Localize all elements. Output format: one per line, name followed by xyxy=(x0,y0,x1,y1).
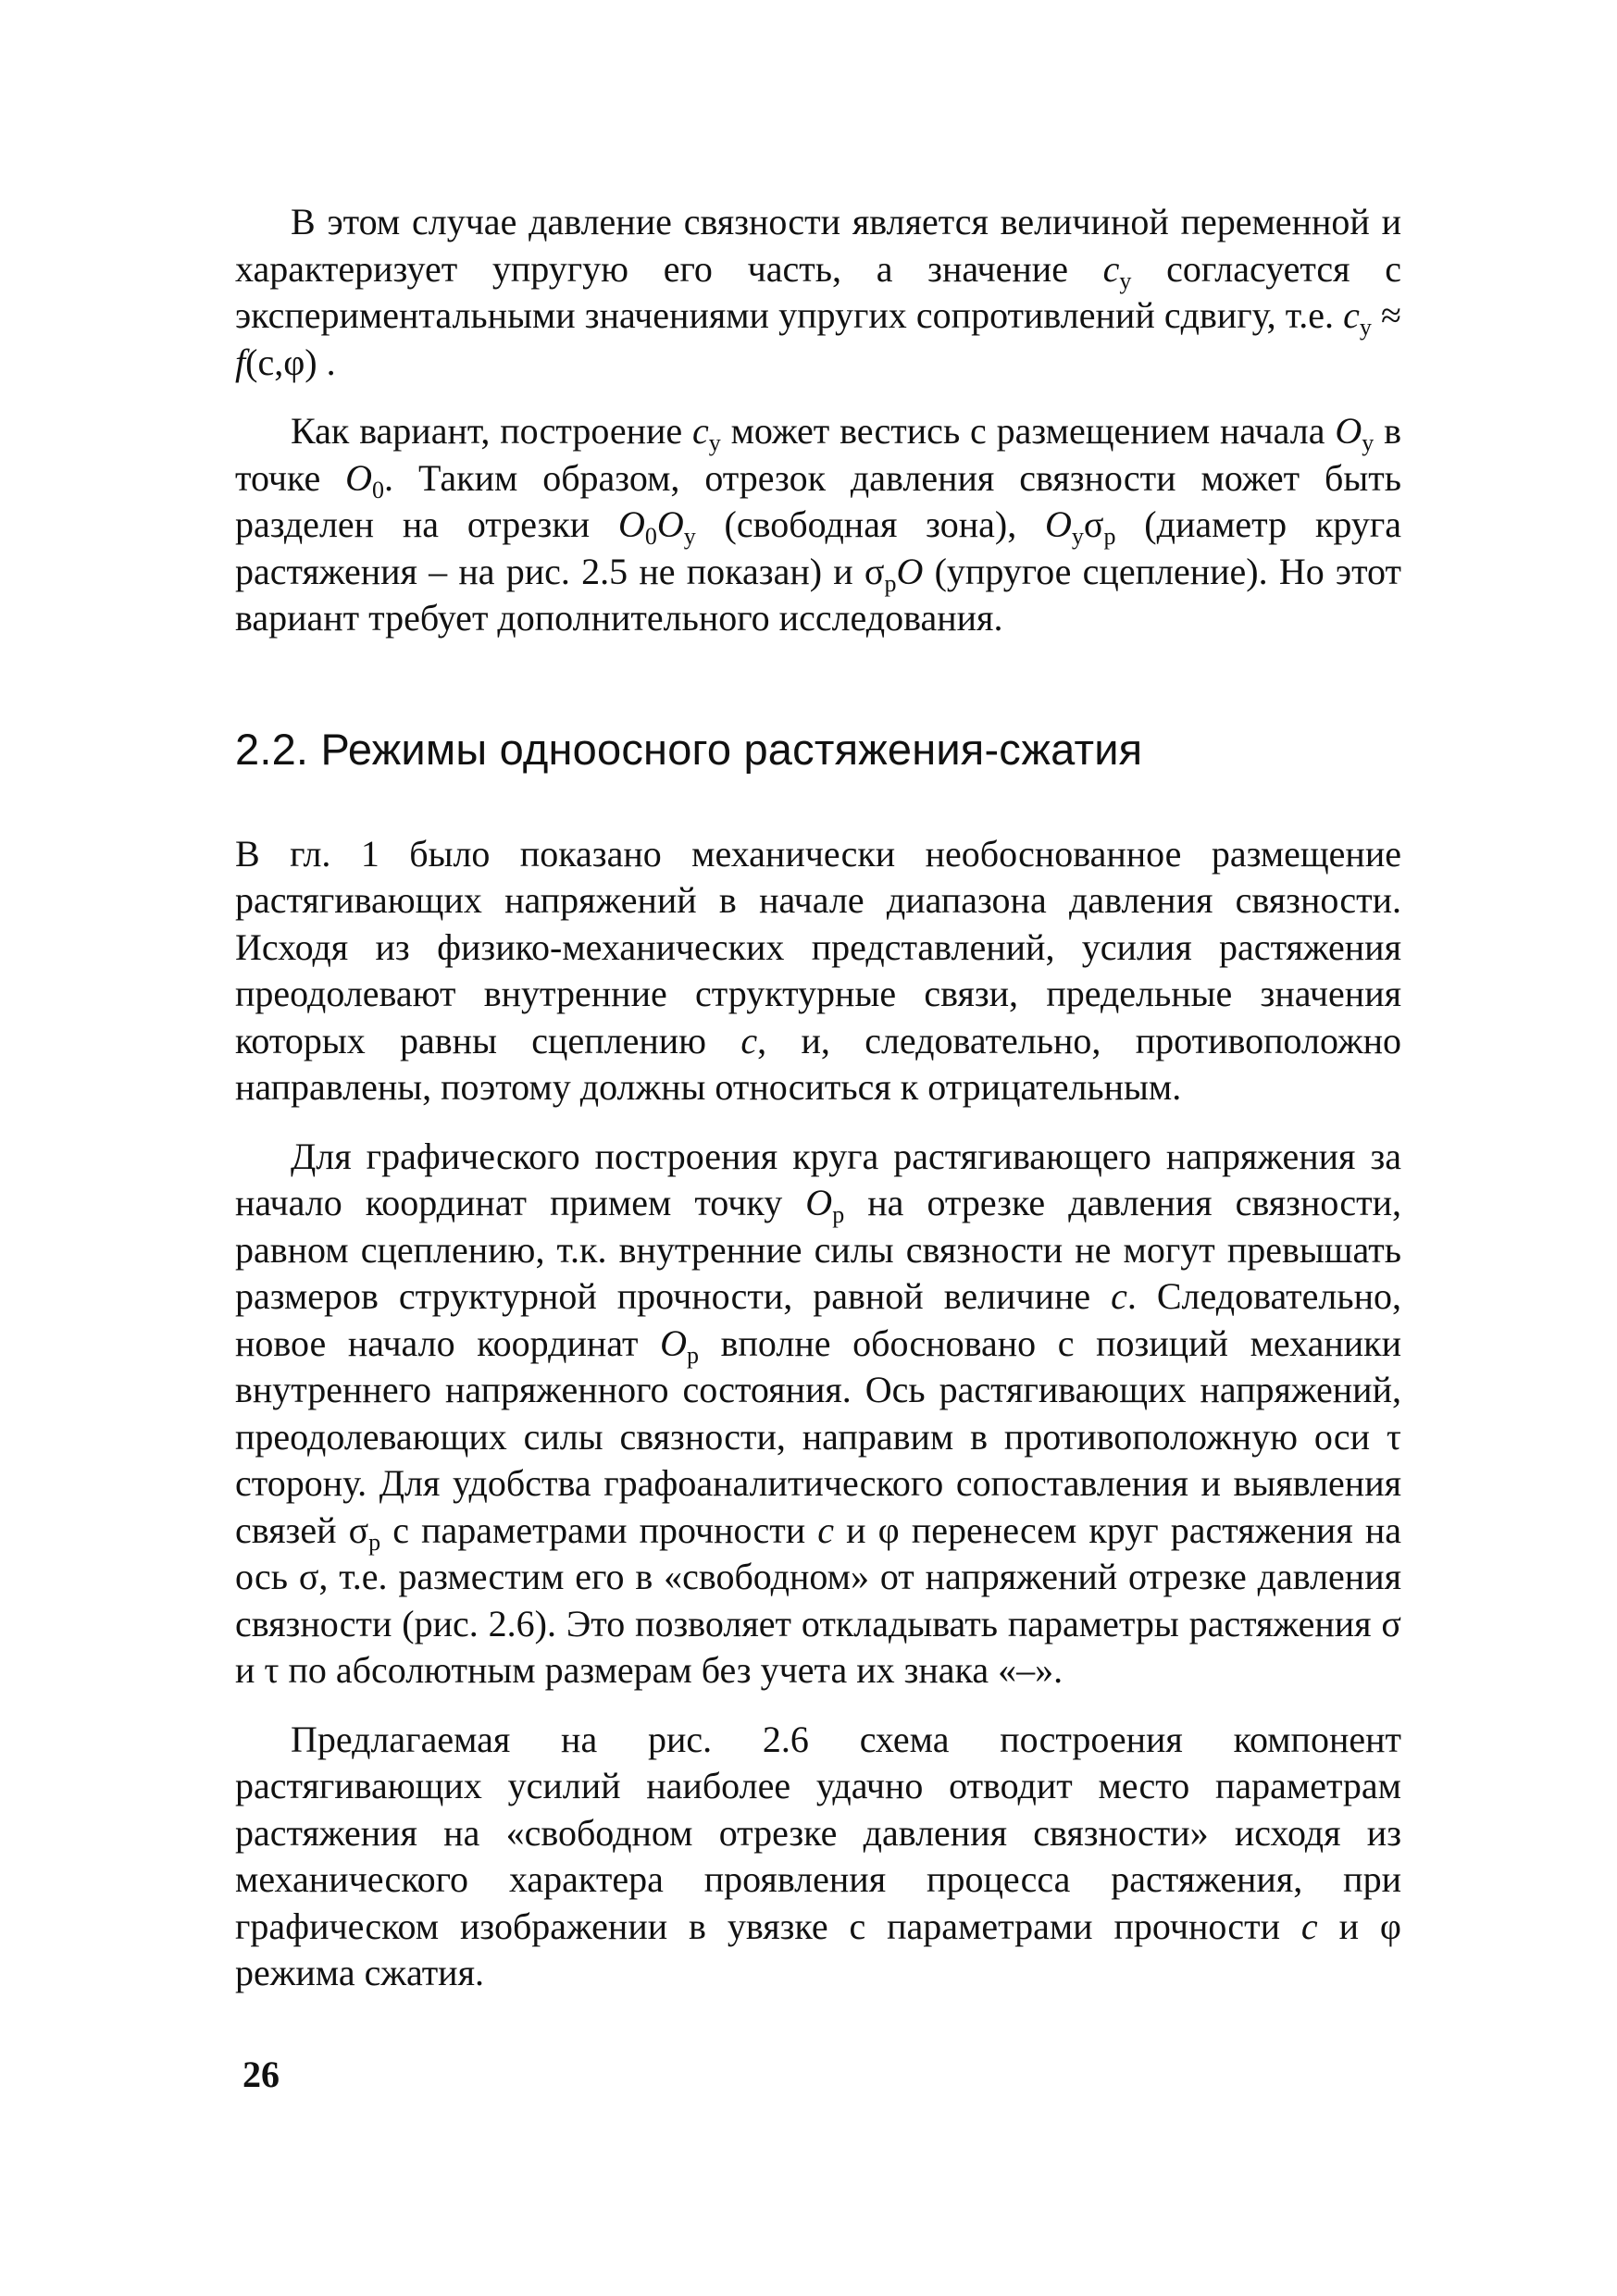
variable-c: c xyxy=(817,1508,835,1551)
page-body xyxy=(235,199,1401,1997)
paragraph-proposed-scheme: Предлагаемая на рис. 2.6 схема построения компонент растягивающих усилий наиболее удачно отводит место параметрам растяжения на «свободном отрезке давления связности» исходя из механического характера проявления процесса растяжения, при графическом изображении в увязке с параметрами прочности c и φ режима сжатия. xyxy=(235,1718,1401,1993)
point-O: O xyxy=(896,550,924,592)
point-O: O xyxy=(345,456,373,499)
variable-c: c xyxy=(1300,1905,1318,1947)
point-O: O xyxy=(617,503,645,545)
point-O: O xyxy=(1045,503,1072,545)
variable-c: c xyxy=(1102,247,1120,290)
symbol-sigma: σ xyxy=(864,550,885,592)
paragraph-graphical-construction: Для графического построения круга растягивающего напряжения за начало координат примем точку $O_р$ на отрезке давления связности, равном сцеплению, т.к. внутренние силы связности не могут превышать размеров структурной прочности, равной величине c. Следовательно, новое начало координат $O_р$ вполне обосновано с позиций механики внутреннего напряженного состояния. Ось растягивающих напряжений, преодолевающих силы связности, направим в противоположную оси τ сторону. Для удобства графоаналитического сопоставления и выявления связей $\sigma_р$ с параметрами прочности c и φ перенесем круг растяжения на ось σ, т.е. разместим его в «свободном» от напряжений отрезке давления связности (рис. 2.6). Это позволяет откладывать параметры растяжения σ и τ по абсолютным размерам без учета их знака «–». xyxy=(235,1135,1402,1691)
variable-c: c xyxy=(692,410,709,452)
paragraph-variant: Как вариант, построение $c_у$ может вестись с размещением начала $O_у$ в точке $O_0$. Таким образом, отрезок давления связности может быть разделен на отрезки $O_0O_у$ (свободная зона), $O_у\sigma_р$ (диаметр круга растяжения – на рис. 2.5 не показан) и $\sigma_рO$ (упругое сцепление). Но этот вариант требует дополнительного исследования. xyxy=(235,410,1402,639)
text-run: В этом случае давление связности является величиной переменной и характеризует упругую его часть, а значение xyxy=(235,201,1401,290)
variable-c: c xyxy=(1111,1275,1127,1317)
formula-cy-approx: $c_у \approx f(c,\varphi)$ xyxy=(235,294,1402,383)
point-O: O xyxy=(660,1322,687,1364)
point-O: O xyxy=(805,1182,833,1223)
subscript: у xyxy=(1119,267,1132,294)
point-O: O xyxy=(1335,410,1362,452)
paragraph-tension-placement: В гл. 1 было показано механически необоснованное размещение растягивающих напряжений в начале диапазона давления связности. Исходя из физико-механических представлений, усилия растяжения преодолевают внутренние структурные связи, предельные значения которых равны сцеплению c, и, следовательно, противоположно направлены, поэтому должны относиться к отрицательным. xyxy=(235,832,1402,1108)
variable-c: c xyxy=(740,1019,758,1061)
symbol-sigma: σ xyxy=(1083,503,1104,545)
paragraph-elastic-cohesion xyxy=(235,199,1401,386)
page-number: 26 xyxy=(243,2054,280,2095)
section-heading: 2.2. Режимы одноосного растяжения-сжатия xyxy=(235,724,1143,774)
point-O: O xyxy=(656,503,684,545)
text-run: . xyxy=(317,341,336,383)
text-run: согласуется с экспериментальными значениями упругих сопротивлений сдвигу, т.е. xyxy=(235,247,1401,336)
